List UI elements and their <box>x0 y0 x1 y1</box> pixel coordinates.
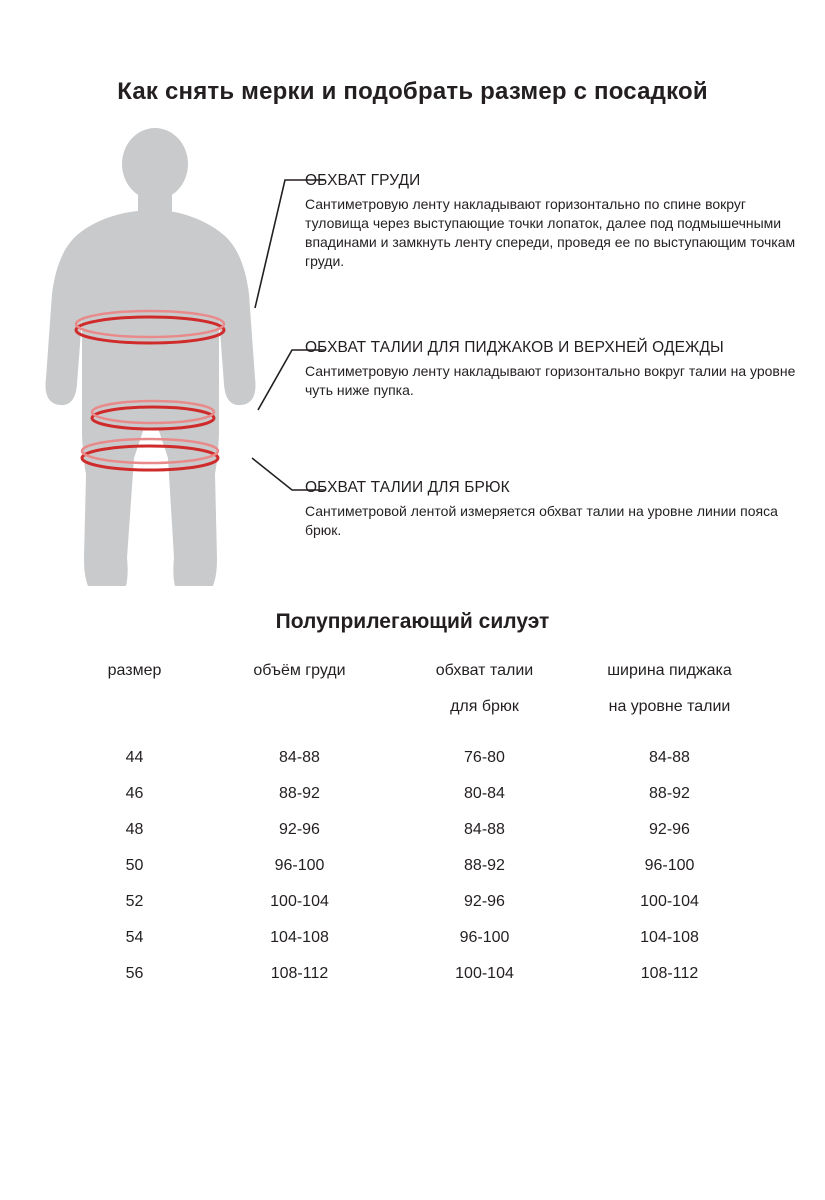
callout-jacket-waist-title: ОБХВАТ ТАЛИИ ДЛЯ ПИДЖАКОВ И ВЕРХНЕЙ ОДЕЖДЫ <box>305 339 724 356</box>
cell-chest: 108-112 <box>270 964 329 982</box>
cell-jacket-width: 104-108 <box>640 928 699 946</box>
page-title: Как снять мерки и подобрать размер с посадкой <box>117 78 708 105</box>
callout-trouser-waist <box>305 479 805 540</box>
cell-jacket-width: 96-100 <box>644 856 695 874</box>
cell-size: 52 <box>125 892 144 910</box>
cell-jacket-width: 100-104 <box>640 892 699 910</box>
table-row <box>62 920 762 956</box>
size-table-body <box>62 740 762 992</box>
header-size: размер <box>107 662 162 679</box>
callout-chest-title: ОБХВАТ ГРУДИ <box>305 172 421 189</box>
header-jacket-width: ширина пиджака <box>607 662 732 679</box>
callout-chest <box>305 172 805 271</box>
size-table-header-row-2 <box>62 694 762 740</box>
cell-waist: 88-92 <box>464 856 505 874</box>
table-caption: Полуприлегающий силуэт <box>275 610 550 633</box>
cell-chest: 96-100 <box>274 856 325 874</box>
cell-jacket-width: 92-96 <box>649 820 690 838</box>
size-table-header-row-1 <box>62 658 762 694</box>
cell-size: 44 <box>125 748 144 766</box>
cell-jacket-width: 108-112 <box>640 964 699 982</box>
header-jacket-width-sub: на уровне талии <box>608 698 731 715</box>
callout-trouser-waist-title: ОБХВАТ ТАЛИИ ДЛЯ БРЮК <box>305 479 510 496</box>
figure-body <box>46 210 256 586</box>
figure-container <box>22 128 312 598</box>
cell-size: 48 <box>125 820 144 838</box>
cell-chest: 88-92 <box>279 784 320 802</box>
table-row <box>62 812 762 848</box>
header-waist: обхват талии <box>435 662 534 679</box>
cell-size: 50 <box>125 856 144 874</box>
cell-waist: 76-80 <box>464 748 505 766</box>
table-row <box>62 740 762 776</box>
cell-waist: 84-88 <box>464 820 505 838</box>
cell-size: 56 <box>125 964 144 982</box>
table-row <box>62 884 762 920</box>
figure-head <box>122 128 188 200</box>
table-row <box>62 848 762 884</box>
header-chest: объём груди <box>253 662 346 679</box>
cell-jacket-width: 88-92 <box>649 784 690 802</box>
cell-chest: 84-88 <box>279 748 320 766</box>
callout-trouser-waist-text: Сантиметровой лентой измеряется обхват талии на уровне линии пояса брюк. <box>305 503 778 538</box>
cell-waist: 80-84 <box>464 784 505 802</box>
table-row <box>62 776 762 812</box>
cell-chest: 104-108 <box>270 928 329 946</box>
cell-jacket-width: 84-88 <box>649 748 690 766</box>
callout-jacket-waist-text: Сантиметровую ленту накладывают горизонтально вокруг талии на уровне чуть ниже пупка. <box>305 363 796 398</box>
cell-chest: 100-104 <box>270 892 329 910</box>
cell-size: 54 <box>125 928 144 946</box>
callout-chest-text: Сантиметровую ленту накладывают горизонтально по спине вокруг туловища через выступающие точки лопаток, далее под подмышечными впадинами и замкнуть ленту спереди, проведя ее по выступающим точкам груди. <box>305 196 796 269</box>
cell-size: 46 <box>125 784 144 802</box>
header-waist-sub: для брюк <box>450 698 519 715</box>
cell-waist: 96-100 <box>459 928 510 946</box>
cell-chest: 92-96 <box>279 820 320 838</box>
table-row <box>62 956 762 992</box>
size-table <box>62 658 762 992</box>
cell-waist: 92-96 <box>464 892 505 910</box>
size-table-head <box>62 658 762 740</box>
header-chest-sub <box>207 694 392 740</box>
header-size-sub <box>62 694 207 740</box>
callout-jacket-waist <box>305 339 805 400</box>
cell-waist: 100-104 <box>455 964 514 982</box>
